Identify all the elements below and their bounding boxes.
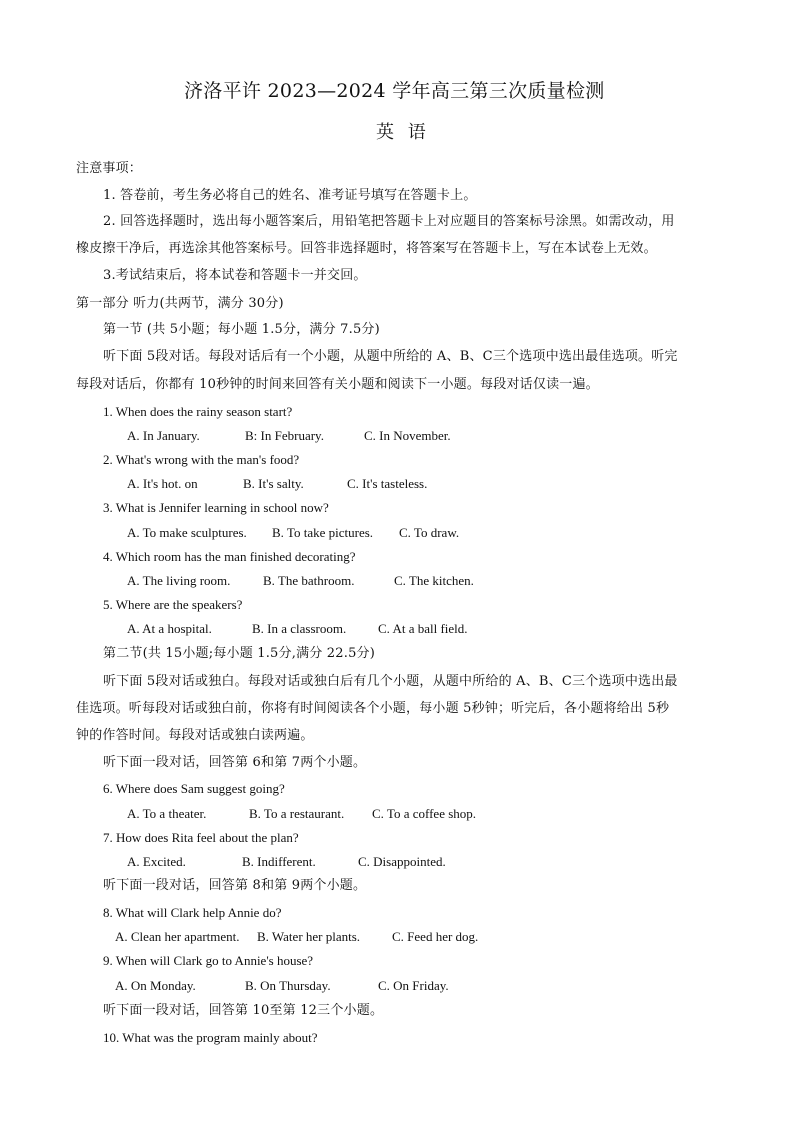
section1-instructions: 听下面 5段对话。每段对话后有一个小题，从题中所给的 A、B、C三个选项中选出最佳选项。听完 (103, 349, 678, 364)
option-b: B. Indifferent. (242, 854, 316, 869)
question-3-options (127, 526, 459, 539)
section2-instructions: 钟的作答时间。每段对话或独白读两遍。 (76, 728, 314, 743)
question-5-options (127, 622, 468, 635)
option-a: A. On Monday. (115, 978, 196, 993)
option-b: B. To take pictures. (272, 525, 374, 540)
question-6-options (127, 807, 476, 820)
question-4-options (127, 574, 474, 587)
note-item: 2. 回答选择题时，选出每小题答案后，用铅笔把答题卡上对应题目的答案标号涂黑。如需改动，用 (103, 214, 675, 229)
option-b: B. It's salty. (243, 476, 304, 491)
question-8: 8. What will Clark help Annie do? (103, 905, 282, 920)
notes-heading: 注意事项： (76, 161, 143, 176)
note-item: 3.考试结束后，将本试卷和答题卡一并交回。 (103, 268, 367, 283)
option-b: B. Water her plants. (257, 929, 361, 944)
option-a: A. Clean her apartment. (115, 929, 240, 944)
option-c: C. At a ball field. (378, 621, 468, 636)
option-c: C. On Friday. (378, 978, 449, 993)
section2-instructions: 听下面 5段对话或独白。每段对话或独白后有几个小题，从题中所给的 A、B、C三个选项中选出最 (103, 674, 678, 689)
group-instruction: 听下面一段对话，回答第 6和第 7两个小题。 (103, 755, 367, 770)
option-a: A. The living room. (127, 573, 231, 588)
question-10: 10. What was the program mainly about? (103, 1030, 318, 1045)
question-2-options (127, 477, 427, 490)
option-c: C. Feed her dog. (392, 929, 479, 944)
page-subtitle: 英 语 (376, 122, 430, 143)
option-b: B. In a classroom. (252, 621, 347, 636)
option-a: A. At a hospital. (127, 621, 212, 636)
option-a: A. Excited. (127, 854, 186, 869)
question-3: 3. What is Jennifer learning in school now? (103, 500, 329, 515)
option-a: A. To a theater. (127, 806, 207, 821)
option-a: A. To make sculptures. (127, 525, 247, 540)
question-8-options (115, 930, 478, 943)
question-1-options (127, 429, 451, 442)
option-c: C. To a coffee shop. (372, 806, 477, 821)
option-b: B. On Thursday. (245, 978, 331, 993)
section2-instructions: 佳选项。听每段对话或独白前，你将有时间阅读各个小题，每小题 5秒钟；听完后，各小题将给出 5秒 (76, 701, 670, 716)
option-c: C. To draw. (399, 525, 460, 540)
question-1: 1. When does the rainy season start? (103, 404, 293, 419)
section2-heading: 第二节(共 15小题;每小题 1.5分,满分 22.5分) (103, 646, 376, 661)
question-4: 4. Which room has the man finished decorating? (103, 549, 356, 564)
question-7-options (127, 855, 446, 868)
section1-instructions: 每段对话后，你都有 10秒钟的时间来回答有关小题和阅读下一小题。每段对话仅读一遍。 (76, 377, 599, 392)
question-7: 7. How does Rita feel about the plan? (103, 830, 299, 845)
page-title: 济洛平许 2023—2024 学年高三第三次质量检测 (184, 80, 605, 102)
option-c: C. The kitchen. (394, 573, 474, 588)
question-5: 5. Where are the speakers? (103, 597, 243, 612)
question-9: 9. When will Clark go to Annie's house? (103, 953, 314, 968)
option-c: C. Disappointed. (358, 854, 446, 869)
question-2: 2. What's wrong with the man's food? (103, 452, 300, 467)
section1-heading: 第一节 (共 5小题；每小题 1.5分，满分 7.5分) (103, 322, 380, 337)
option-a: A. In January. (127, 428, 200, 443)
group-instruction: 听下面一段对话，回答第 10至第 12三个小题。 (103, 1003, 384, 1018)
option-b: B: In February. (245, 428, 324, 443)
option-a: A. It's hot. on (127, 476, 198, 491)
option-b: B. To a restaurant. (249, 806, 345, 821)
option-c: C. In November. (364, 428, 451, 443)
note-item: 橡皮擦干净后，再选涂其他答案标号。回答非选择题时，将答案写在答题卡上，写在本试卷上无效。 (76, 241, 657, 256)
question-9-options (115, 979, 449, 992)
group-instruction: 听下面一段对话，回答第 8和第 9两个小题。 (103, 878, 367, 893)
question-6: 6. Where does Sam suggest going? (103, 781, 285, 796)
option-c: C. It's tasteless. (347, 476, 428, 491)
part1-heading: 第一部分 听力(共两节，满分 30分) (76, 296, 284, 311)
option-b: B. The bathroom. (263, 573, 355, 588)
note-item: 1. 答卷前，考生务必将自己的姓名、准考证号填写在答题卡上。 (103, 188, 477, 203)
